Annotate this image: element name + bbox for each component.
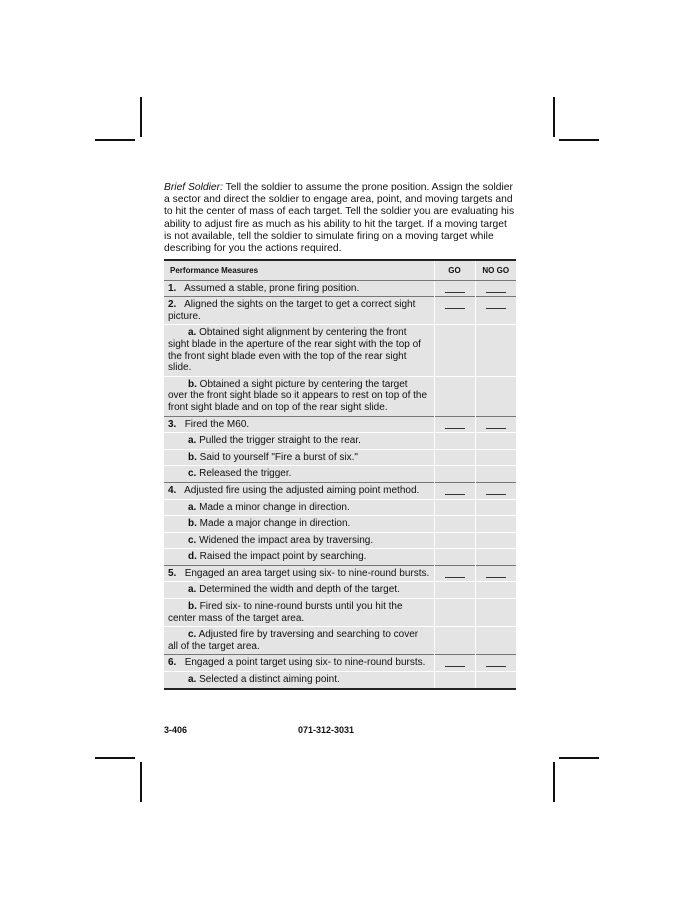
no-go-cell xyxy=(475,466,516,483)
measure-cell xyxy=(164,325,434,376)
no-go-cell xyxy=(475,499,516,516)
crop-mark-top-right-v xyxy=(553,97,555,137)
substep-letter: b. xyxy=(188,601,197,613)
substep-text: Pulled the trigger straight to the rear. xyxy=(199,435,361,447)
substep-text: Determined the width and depth of the target. xyxy=(199,584,400,596)
measure-cell xyxy=(164,627,434,655)
step-number: 3. xyxy=(168,418,177,430)
footer-document-number: 071-312-3031 xyxy=(298,725,355,735)
go-cell xyxy=(434,549,475,566)
no-go-blank-line[interactable] xyxy=(486,299,506,309)
go-cell xyxy=(434,599,475,627)
measure-cell xyxy=(164,549,434,566)
go-cell xyxy=(434,433,475,450)
measure-cell xyxy=(164,532,434,549)
measure-cell xyxy=(164,516,434,533)
no-go-blank-line[interactable] xyxy=(486,283,506,293)
table-row-substep xyxy=(164,499,516,516)
table-row-step xyxy=(164,565,516,582)
step-text: Adjusted fire using the adjusted aiming point method. xyxy=(184,484,420,496)
step-number: 4. xyxy=(168,484,177,496)
measure-cell xyxy=(164,599,434,627)
go-cell xyxy=(434,449,475,466)
go-blank-line[interactable] xyxy=(445,283,465,293)
measure-cell xyxy=(164,449,434,466)
measure-cell xyxy=(164,582,434,599)
substep-text: Said to yourself "Fire a burst of six." xyxy=(199,451,358,463)
go-cell xyxy=(434,280,475,297)
table-row-substep xyxy=(164,433,516,450)
measure-cell xyxy=(164,433,434,450)
step-number: 1. xyxy=(168,282,177,294)
header-performance-measures: Performance Measures xyxy=(164,260,434,280)
no-go-blank-line[interactable] xyxy=(486,485,506,495)
crop-mark-bottom-left-v xyxy=(140,762,142,802)
brief-soldier-lead: Brief Soldier: xyxy=(164,182,223,193)
table-row-step xyxy=(164,416,516,433)
go-blank-line[interactable] xyxy=(445,419,465,429)
table-row-substep xyxy=(164,627,516,655)
no-go-cell xyxy=(475,280,516,297)
go-cell xyxy=(434,655,475,672)
substep-text: Adjusted fire by traversing and searching to cover all of the target area. xyxy=(168,629,419,652)
step-text: Assumed a stable, prone firing position. xyxy=(184,282,360,294)
measure-cell xyxy=(164,565,434,582)
go-cell xyxy=(434,416,475,433)
crop-mark-bottom-right-h xyxy=(559,757,599,759)
substep-text: Fired six- to nine-round bursts until you hit the center mass of the target area. xyxy=(168,601,403,624)
no-go-cell xyxy=(475,433,516,450)
substep-letter: b. xyxy=(188,518,197,530)
measure-cell xyxy=(164,416,434,433)
substep-text: Obtained sight alignment by centering the front sight blade in the aperture of the rear sight with the top of the front sight blade even with the top of the rear sight slide. xyxy=(168,327,421,374)
no-go-cell xyxy=(475,449,516,466)
no-go-blank-line[interactable] xyxy=(486,568,506,578)
header-no-go: NO GO xyxy=(475,260,516,280)
measure-cell xyxy=(164,466,434,483)
table-row-substep xyxy=(164,376,516,416)
go-blank-line[interactable] xyxy=(445,657,465,667)
substep-letter: c. xyxy=(188,534,197,546)
table-row-step xyxy=(164,655,516,672)
substep-letter: c. xyxy=(188,629,197,641)
crop-mark-top-left-v xyxy=(140,97,142,137)
go-cell xyxy=(434,482,475,499)
no-go-blank-line[interactable] xyxy=(486,657,506,667)
step-number: 2. xyxy=(168,299,177,311)
measure-cell xyxy=(164,499,434,516)
substep-text: Widened the impact area by traversing. xyxy=(199,534,374,546)
go-cell xyxy=(434,516,475,533)
performance-measures-table xyxy=(164,259,516,690)
go-cell xyxy=(434,672,475,689)
measure-cell xyxy=(164,672,434,689)
crop-mark-top-right-h xyxy=(559,139,599,141)
measure-cell xyxy=(164,655,434,672)
crop-mark-bottom-right-v xyxy=(553,762,555,802)
crop-mark-top-left-h xyxy=(95,139,135,141)
table-row-substep xyxy=(164,325,516,376)
go-blank-line[interactable] xyxy=(445,299,465,309)
no-go-cell xyxy=(475,627,516,655)
footer-page-number: 3-406 xyxy=(164,725,188,735)
table-row-step xyxy=(164,297,516,325)
no-go-cell xyxy=(475,599,516,627)
substep-text: Obtained a sight picture by centering the target over the front sight blade so it appears to rest on top of the front sight blade and on top of the rear sight slide. xyxy=(168,378,428,413)
go-cell xyxy=(434,376,475,416)
substep-text: Made a major change in direction. xyxy=(199,518,351,530)
step-number: 6. xyxy=(168,657,177,669)
substep-letter: b. xyxy=(188,378,197,390)
no-go-cell xyxy=(475,297,516,325)
table-row-substep xyxy=(164,466,516,483)
brief-soldier-text: Tell the soldier to assume the prone position. Assign the soldier a sector and direct the soldier to engage area, point, and moving targets and to hit the center of mass of each target. Tell the soldier you are evaluating his ability to adjust fire as much as his ability to hit the target. If a moving target is not available, tell the soldier to simulate firing on a moving target while describing for you the actions required. xyxy=(164,182,515,255)
substep-text: Selected a distinct aiming point. xyxy=(199,674,340,686)
performance-measures-body xyxy=(164,280,516,689)
step-text: Engaged an area target using six- to nine-round bursts. xyxy=(184,567,430,579)
go-cell xyxy=(434,582,475,599)
substep-letter: b. xyxy=(188,451,197,463)
table-row-step xyxy=(164,482,516,499)
step-text: Aligned the sights on the target to get a correct sight picture. xyxy=(168,299,416,322)
no-go-cell xyxy=(475,376,516,416)
substep-letter: c. xyxy=(188,468,197,480)
no-go-cell xyxy=(475,655,516,672)
no-go-cell xyxy=(475,482,516,499)
step-text: Fired the M60. xyxy=(184,418,250,430)
table-row-substep xyxy=(164,599,516,627)
substep-letter: a. xyxy=(188,327,197,339)
no-go-cell xyxy=(475,325,516,376)
go-cell xyxy=(434,532,475,549)
table-row-substep xyxy=(164,672,516,689)
step-text: Engaged a point target using six- to nine-round bursts. xyxy=(184,657,426,669)
header-go: GO xyxy=(434,260,475,280)
go-cell xyxy=(434,297,475,325)
go-cell xyxy=(434,466,475,483)
go-cell xyxy=(434,565,475,582)
substep-text: Made a minor change in direction. xyxy=(199,501,350,513)
table-header-row xyxy=(164,260,516,280)
substep-text: Released the trigger. xyxy=(199,468,292,480)
measure-cell xyxy=(164,297,434,325)
substep-letter: a. xyxy=(188,435,197,447)
step-number: 5. xyxy=(168,567,177,579)
substep-letter: d. xyxy=(188,551,197,563)
go-blank-line[interactable] xyxy=(445,485,465,495)
substep-letter: a. xyxy=(188,674,197,686)
go-cell xyxy=(434,325,475,376)
no-go-cell xyxy=(475,582,516,599)
table-row-substep xyxy=(164,516,516,533)
table-row-substep xyxy=(164,549,516,566)
no-go-cell xyxy=(475,549,516,566)
no-go-cell xyxy=(475,672,516,689)
go-blank-line[interactable] xyxy=(445,568,465,578)
go-cell xyxy=(434,627,475,655)
substep-text: Raised the impact point by searching. xyxy=(199,551,367,563)
substep-letter: a. xyxy=(188,501,197,513)
crop-mark-bottom-left-h xyxy=(95,757,135,759)
brief-soldier-paragraph xyxy=(164,182,516,255)
measure-cell xyxy=(164,482,434,499)
table-row-step xyxy=(164,280,516,297)
no-go-cell xyxy=(475,565,516,582)
substep-letter: a. xyxy=(188,584,197,596)
measure-cell xyxy=(164,280,434,297)
measure-cell xyxy=(164,376,434,416)
no-go-cell xyxy=(475,516,516,533)
table-row-substep xyxy=(164,582,516,599)
no-go-cell xyxy=(475,532,516,549)
no-go-blank-line[interactable] xyxy=(486,419,506,429)
table-row-substep xyxy=(164,532,516,549)
table-row-substep xyxy=(164,449,516,466)
no-go-cell xyxy=(475,416,516,433)
go-cell xyxy=(434,499,475,516)
